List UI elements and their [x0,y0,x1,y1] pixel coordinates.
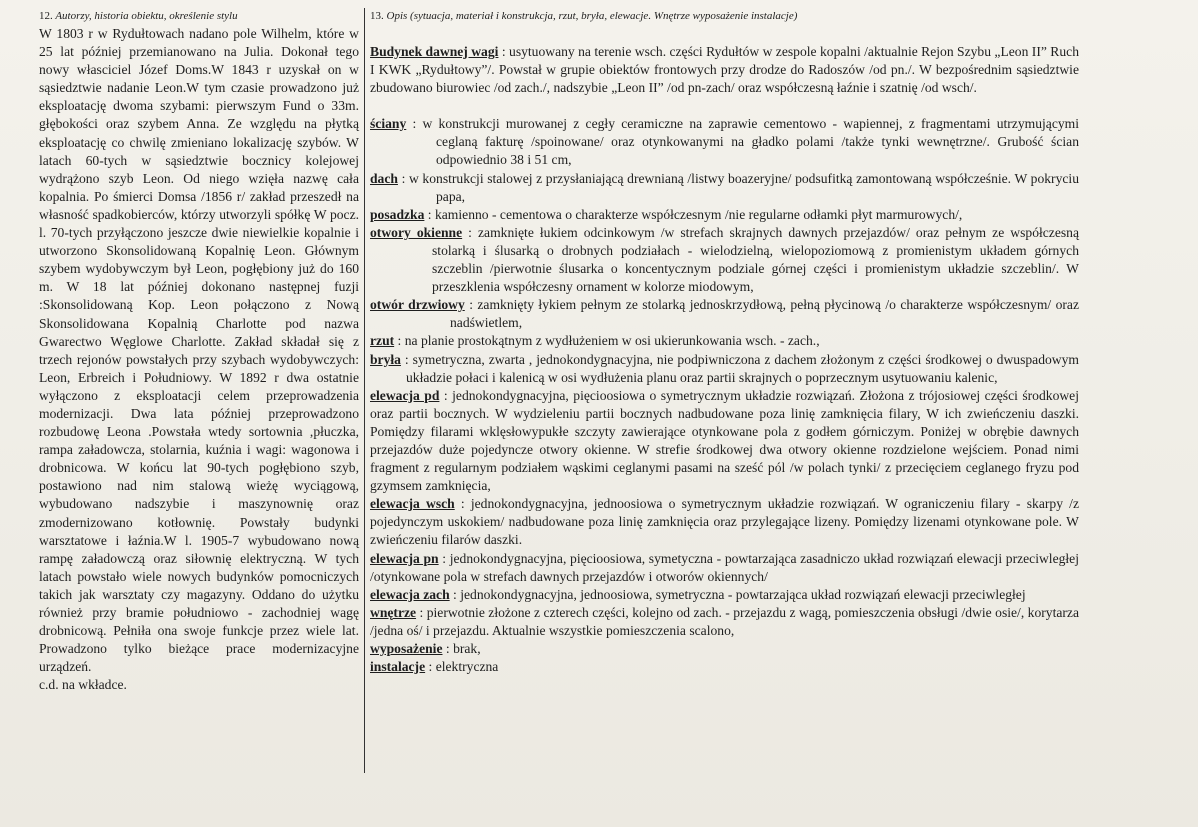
installations-key: instalacje [370,659,426,675]
section-13-heading [370,9,1079,23]
floor-text: : kamienno - cementowa o charakterze współczesnym /nie regularne odłamki płyt marmurowych/, [424,206,963,222]
elevation-east-text: : jednokondygnacyjna, jednoosiowa o symetrycznym układzie rozwiązań. W ograniczeniu filary - skarpy /z pojedynczym uskokiem/ nadbudowane poza linię zamknięcia oraz przylegające lizeny. Pomiędzy lizenami otynkowane pole. W zwieńczeniu filarów daszki. [370,496,1079,548]
section-12-heading [39,9,359,23]
shape-key: bryła [370,351,401,367]
elevation-south-text: : jednokondygnacyjna, pięcioosiowa o symetrycznym układzie rozwiązań. Złożona z trójosiowej części środkowej oraz partii bocznych. W wydzieleniu partii bocznych nadbudowane poza linię zamknięcia filary, W ich zwieńczeniu daszki. Pomiędzy filarami wklęsłowypukłe szczyty zawierające otynkowane pola z godłem górniczym. Poniżej w obrębie dawnych przejazdów duże pojedyncze otwory okienne. W strefie środkowej dwa otwory okienne rozdzielone wejściem. Ponad nimi fragment z regularnym podziałem wąskimi ceglanymi pasami na sześć pól /w polach tynki/ z przecięciem ceglanego fryzu pod gzymsem zamknięcia, [370,387,1079,494]
floor-key: posadzka [370,206,425,222]
elevation-south-key: elewacja pd [370,387,440,403]
plan-text: : na planie prostokątnym z wydłużeniem w osi ukierunkowania wsch. - zach., [394,333,820,349]
equipment-text: : brak, [442,641,481,656]
interior-entry [370,604,1079,640]
roof-text: : w konstrukcji stalowej z przysłaniającą drewnianą /listwy boazeryjne/ podsufitką zamontowaną współcześnie. W pokryciu papa, [397,170,1079,204]
elevation-south-entry [370,387,1079,496]
building-text: : usytuowany na terenie wsch. części Rydułtów w zespole kopalni /aktualnie Rejon Szybu „Leon II” Ruch I KWK „Rydułtowy”/. Powstał w grupie obiektów frontowych przy drodze do Radoszów /od pn./. W bezpośrednim sąsiedztwie zbudowano biurowiec /od zach./, nadszybie „Leon II” /od pn-zach/ oraz współczesną łaźnie i szatnię /od wsch/. [370,44,1079,96]
section-13-title: Opis (sytuacja, materiał i konstrukcja, rzut, bryła, elewacje. Wnętrze wyposażenie instalacje) [386,10,798,22]
elevation-north-key: elewacja pn [370,550,439,566]
plan-entry [370,332,1079,350]
windows-key: otwory okienne [370,224,463,240]
door-text: : zamknięty łykiem pełnym ze stolarką jednoskrzydłową, pełną płycinową /o charakterze współczesnym/ oraz nadświetlem, [450,297,1079,331]
elevation-west-text: : jednokondygnacyjna, jednoosiowa, symetryczna - powtarzająca układ rozwiązań elewacji przeciwległej [449,586,1026,602]
plan-key: rzut [370,333,395,349]
walls-text: : w konstrukcji murowanej z cegły ceramiczne na zaprawie cementowo - wapiennej, z fragmentami utrzymującymi ceglaną fakturę /spoinowane/ oraz otynkowanymi na gładko polami /także tynki wewnętrzne/. Grubość ścian odpowiednio 38 i 51 cm, [406,116,1079,168]
history-column [39,9,359,694]
installations-text: : elektryczna [425,659,499,675]
continued-note: c.d. na wkładce. [39,677,127,693]
building-entry [370,43,1079,97]
roof-key: dach [370,170,398,186]
section-12-title: Autorzy, historia obiektu, określenie stylu [55,10,238,22]
floor-entry [370,206,1079,224]
elevation-west-entry [370,586,1079,604]
door-key: otwór drzwiowy [370,297,465,313]
column-divider [364,8,365,773]
building-key: Budynek dawnej wagi [370,44,499,59]
elevation-west-key: elewacja zach [370,586,450,602]
section-13-number: 13. [370,10,384,22]
description-column [370,9,1079,676]
walls-entry [370,115,1079,169]
windows-text: : zamknięte łukiem odcinkowym /w strefach skrajnych dawnych przejazdów/ oraz pełnym ze współczesną stolarką i ślusarką o drobnych podziałach - wielodzielną, wielopoziomową z promienistym układem górnych szczeblin /pierwotnie ślusarka o koncentycznym podziale górnej części i promienistym układzie szczeblin/. W przeszklenia współczesny ornament w kolorze miodowym, [432,224,1079,295]
history-text: W 1803 r w Rydułtowach nadano pole Wilhelm, które w 25 lat później przemianowano na Julia. Dokonał tego nowy własciciel Józef Doms.W 1843 r uzyskał on w sąsiedztwie nadanie Leon.W tym czasie prowadzono już eksploatację dwoma szybami: pierwszym Fund o 33m. głębokości oraz szybem Anna. Ze względu na płytką eksploatację co chwilę zmieniano lokalizację szybów. W latach 60-tych w sąsiedztwie bocznicy kolejowej wydrążono szyb Leon. Od niego wzięła nazwę cała kopalnia. Po śmierci Domsa /1856 r/ zakład przeszedł na własność spadkobierców, którzy utworzyli spółkę W pocz. l. 70-tych przyłączono jeszcze dwie niewielkie kopalnie i utworzono Skonsolidowaną Kopalnię Leon. Głównym szybem wydobywczym był Leon, pogłębiony już do 160 m. W 18 lat później dokonano następnej fuzji :Skonsolidowaną Kop. Leon połączono z Nową Skonsolidowana Kopalnią Charlotte pod nazwa Gwarectwo Węglowe Charlotte. Zakład składał się z trzech rejonów powstałych przy szybach wydobywczych: Leon, Erbreich i Południowy. W 1892 r dwa ostatnie wyłączono z eksploatacji celem przeprowadzenia modernizacji. Dwa lata później przeprowadzono rozbudowę Leona .Powstała wtedy sortownia ,płuczka, rampa załadowcza, stolarnia, kuźnia i wagi: wagonowa i drobnicowa. W końcu lat 90-tych pogłębiono szyb, postawiono nad nim stalową wieżę wyciągową, wybudowano nadszybie i maszynownię oraz zmodernizowano kotłownię. Powstały budynki warsztatowe i łaźnia.W l. 1905-7 wybudowano nową rampę załadowczą oraz siłownię elektryczną. W tych latach powstało wiele nowych budynków pomocniczych takich jak warsztaty czy magazyny. Oddano do użytku również przy bramie południowo - zachodniej wagę drobnicową. Pełniła ona swoje funkcje przez wiele lat. Prowadzono tylko bieżące prace modernizacyjne urządzeń. [39,26,359,675]
interior-text: : pierwotnie złożone z czterech części, kolejno od zach. - przejazdu z wagą, pomieszczenia obsługi /dwie osie/, korytarza /jedna oś/ i przejazdu. Aktualnie wszystkie pomieszczenia scalono, [370,604,1079,638]
windows-entry [370,224,1079,296]
elevation-east-entry [370,495,1079,549]
shape-text: : symetryczna, zwarta , jednokondygnacyjna, nie podpiwniczona z dachem złożonym z części środkowej o dwuspadowym układzie połaci i kalenicą w osi wydłużenia planu oraz partii skrajnych o poprzecznym usytuowaniu kalenic, [400,351,1079,385]
section-12-number: 12. [39,10,53,22]
elevation-north-entry [370,550,1079,586]
door-entry [370,296,1079,332]
elevation-north-text: : jednokondygnacyjna, pięcioosiowa, symetyczna - powtarzająca zasadniczo układ rozwiązań elewacji przeciwległej /otynkowane pola w strefach dawnych przejazdów i otworów okiennych/ [370,550,1079,584]
equipment-entry [370,640,1079,658]
installations-entry [370,658,1079,676]
interior-key: wnętrze [370,604,417,620]
roof-entry [370,170,1079,206]
shape-entry [370,351,1079,387]
equipment-key: wyposażenie [370,641,443,656]
walls-key: ściany [370,116,407,132]
elevation-east-key: elewacja wsch [370,496,455,512]
